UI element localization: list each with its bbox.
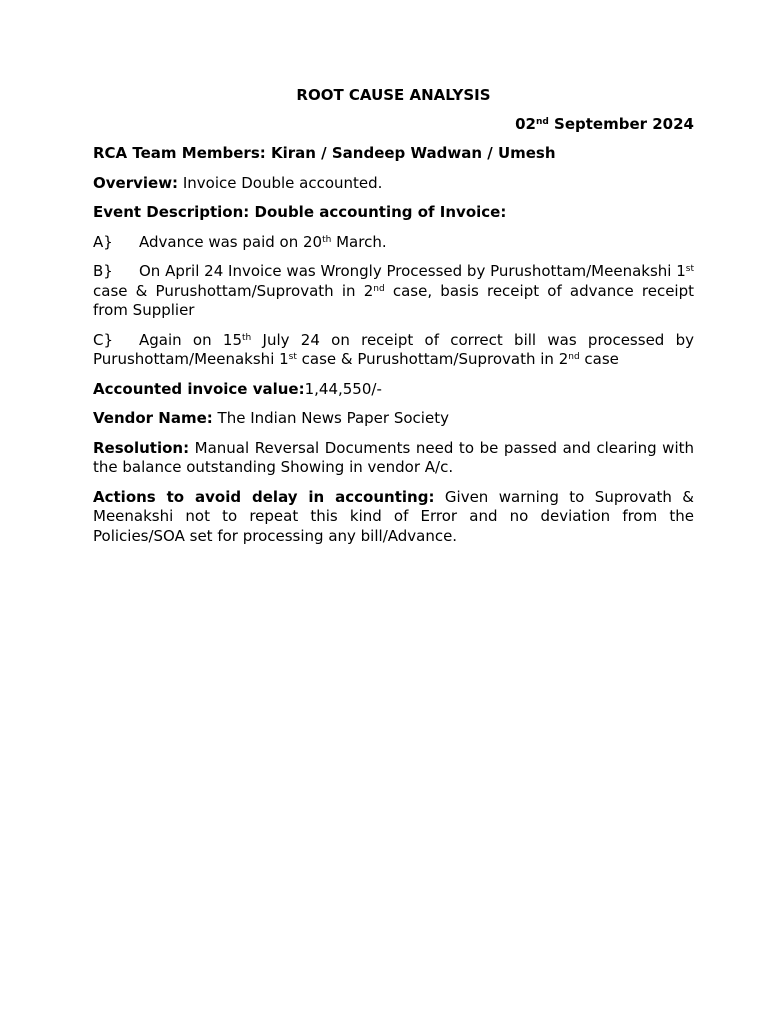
vendor-name	[93, 409, 694, 429]
event-b-text-1: On April 24 Invoice was Wrongly Processed by Purushottam/Meenakshi 1	[139, 262, 686, 280]
accounted-invoice-value	[93, 380, 694, 400]
event-c-text-3: case & Purushottam/Suprovath in 2	[296, 350, 569, 368]
actions-label: Actions to avoid delay in accounting:	[93, 487, 435, 506]
resolution-label: Resolution:	[93, 438, 190, 457]
date-rest: September 2024	[548, 114, 694, 133]
vendor-value: The Indian News Paper Society	[212, 409, 449, 427]
document-date	[93, 115, 694, 135]
event-a-sup-1: th	[322, 234, 332, 245]
event-c-sup-2: st	[288, 352, 297, 362]
resolution	[93, 439, 694, 478]
event-c-text-4: case	[579, 350, 619, 368]
event-b-text-2: case & Purushottam/Suprovath in 2	[93, 281, 374, 300]
event-item-b	[93, 262, 694, 321]
document-title: ROOT CAUSE ANALYSIS	[296, 86, 491, 104]
event-a-marker: A}	[93, 232, 113, 251]
overview	[93, 174, 694, 194]
event-item-c	[93, 331, 694, 370]
event-a-text-2: March.	[331, 232, 387, 251]
actions-to-avoid-delay	[93, 488, 694, 547]
event-item-a	[93, 233, 694, 253]
overview-text: Invoice Double accounted.	[178, 173, 383, 192]
event-description-heading: Event Description: Double accounting of Invoice:	[93, 203, 507, 221]
event-c-sup-3: nd	[568, 352, 580, 362]
accounted-value: 1,44,550/-	[304, 379, 382, 398]
event-b-marker: B}	[93, 262, 113, 280]
event-c-marker: C}	[93, 330, 114, 349]
actions-text: Given warning to Suprovath & Meenakshi not to repeat this kind of Error and no deviation from the Policies/SOA set for processing any bill/Advance.	[93, 487, 694, 545]
event-b-sup-1: st	[685, 264, 694, 274]
event-c-text-2: July 24 on receipt of correct bill was processed by Purushottam/Meenakshi 1	[93, 330, 694, 368]
date-suffix: nd	[535, 116, 549, 127]
document-body	[93, 86, 694, 546]
team-members: RCA Team Members: Kiran / Sandeep Wadwan / Umesh	[93, 144, 556, 162]
event-a-text-1: Advance was paid on 20	[139, 232, 323, 251]
vendor-label: Vendor Name:	[93, 409, 213, 427]
event-b-text-3: case, basis receipt of advance receipt from Supplier	[93, 281, 694, 319]
overview-label: Overview:	[93, 173, 179, 192]
event-b-sup-2: nd	[373, 283, 385, 294]
event-c-sup-1: th	[242, 332, 252, 343]
resolution-text: Manual Reversal Documents need to be passed and clearing with the balance outstanding Showing in vendor A/c.	[93, 438, 694, 476]
event-c-text-1: Again on 15	[139, 330, 242, 349]
date-day: 02	[515, 114, 536, 133]
accounted-label: Accounted invoice value:	[93, 379, 305, 398]
